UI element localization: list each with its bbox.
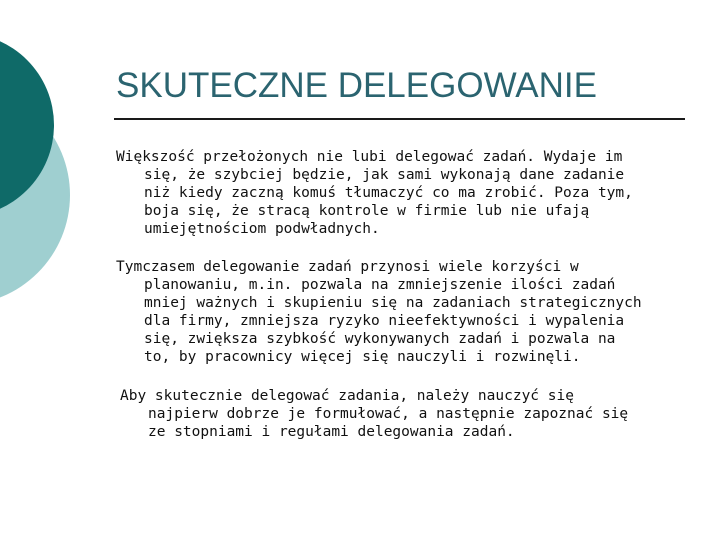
paragraph-1 [116,148,633,238]
paragraph-line: dla firmy, zmniejsza ryzyko nieefektywności i wypalenia [144,313,625,329]
decorative-circles [0,0,120,300]
paragraph-line: Większość przełożonych nie lubi delegować zadań. Wydaje im [116,149,623,165]
paragraph-line: ze stopniami i regułami delegowania zadań. [148,424,515,440]
paragraph-line: mniej ważnych i skupieniu się na zadaniach strategicznych [144,295,642,311]
paragraph-line: najpierw dobrze je formułować, a następnie zapoznać się [148,406,629,422]
paragraph-2 [116,258,642,366]
paragraph-3 [120,387,628,441]
paragraph-line: się, że szybciej będzie, jak sami wykonają dane zadanie [144,167,625,183]
paragraph-line: Aby skutecznie delegować zadania, należy nauczyć się [120,388,574,404]
paragraph-line: to, by pracownicy więcej się nauczyli i rozwinęli. [144,349,581,365]
paragraph-line: planowaniu, m.in. pozwala na zmniejszenie ilości zadań [144,277,616,293]
paragraph-line: umiejętnościom podwładnych. [144,221,380,237]
paragraph-line: Tymczasem delegowanie zadań przynosi wiele korzyści w [116,259,579,275]
paragraph-line: boja się, że stracą kontrole w firmie lub nie ufają [144,203,590,219]
paragraph-line: się, zwiększa szybkość wykonywanych zadań i pozwala na [144,331,616,347]
slide-title: SKUTECZNE DELEGOWANIE [116,66,597,105]
paragraph-line: niż kiedy zaczną komuś tłumaczyć co ma zrobić. Poza tym, [144,185,633,201]
title-divider [114,118,685,120]
